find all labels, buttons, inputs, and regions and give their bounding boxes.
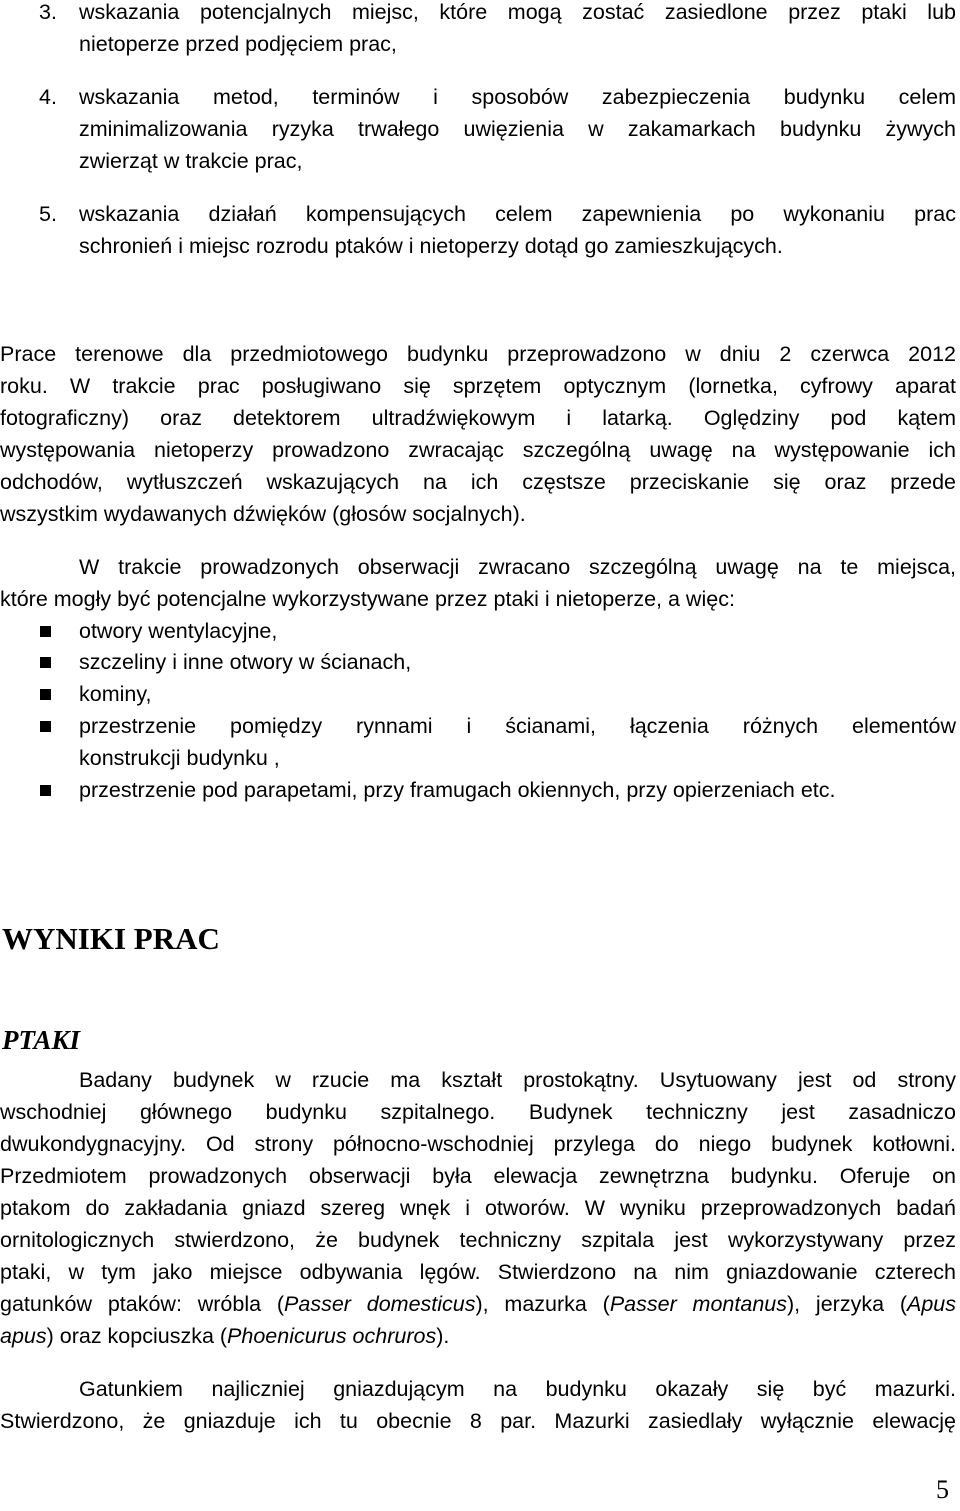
paragraph-line: ptaki, w tym jako miejsce odbywania lęgów. Stwierdzono na nim gniazdowanie czterech <box>0 1260 956 1284</box>
list-item-line: wskazania działań kompensujących celem zapewnienia po wykonaniu prac <box>79 202 956 226</box>
paragraph-line: Prace terenowe dla przedmiotowego budynku przeprowadzono w dniu 2 czerwca 2012 <box>0 342 956 366</box>
list-item-line: nietoperze przed podjęciem prac, <box>79 32 397 56</box>
paragraph-line: odchodów, wytłuszczeń wskazujących na ich częstsze przeciskanie się oraz przede <box>0 470 956 494</box>
paragraph-line: które mogły być potencjalne wykorzystywane przez ptaki i nietoperze, a więc: <box>0 587 735 611</box>
bullet-line: konstrukcji budynku , <box>79 746 280 770</box>
text-span: ). <box>436 1324 450 1348</box>
square-bullet-icon <box>40 785 51 796</box>
paragraph-line: Stwierdzono, że gniazduje ich tu obecnie 8 par. Mazurki zasiedlały wyłącznie elewację <box>0 1409 956 1433</box>
bullet-line: otwory wentylacyjne, <box>79 619 278 643</box>
text-span: ) oraz kopciuszka ( <box>46 1324 228 1348</box>
square-bullet-icon <box>40 689 51 700</box>
bullet-line: szczeliny i inne otwory w ścianach, <box>79 650 412 674</box>
list-number: 3. <box>39 0 57 24</box>
text-span: ), jerzyka ( <box>786 1292 907 1316</box>
list-item-line: schronień i miejsc rozrodu ptaków i nietoperzy dotąd go zamieszkujących. <box>79 234 783 258</box>
paragraph-line: Badany budynek w rzucie ma kształt prostokątny. Usytuowany jest od strony <box>79 1068 956 1092</box>
paragraph-line-species <box>0 1320 956 1352</box>
square-bullet-icon <box>40 626 51 637</box>
paragraph-line: fotograficzny) oraz detektorem ultradźwiękowym i latarką. Oględziny pod kątem <box>0 406 956 430</box>
heading-results: WYNIKI PRAC <box>2 921 220 956</box>
square-bullet-icon <box>40 657 51 668</box>
list-number: 4. <box>39 85 57 109</box>
text-span: ), mazurka ( <box>475 1292 610 1316</box>
list-item-line: wskazania metod, terminów i sposobów zabezpieczenia budynku celem <box>79 85 956 109</box>
paragraph-line: ornitologicznych stwierdzono, że budynek techniczny szpitala jest wykorzystywany przez <box>0 1228 956 1252</box>
bullet-line: przestrzenie pomiędzy rynnami i ścianami, łączenia różnych elementów <box>79 714 956 738</box>
list-number: 5. <box>39 202 57 226</box>
paragraph-line: dwukondygnacyjny. Od strony północno-wschodniej przylega do niego budynek kotłowni. <box>0 1132 956 1156</box>
paragraph-line-species <box>0 1288 956 1320</box>
list-item-line: zwierząt w trakcie prac, <box>79 149 303 173</box>
paragraph-line: roku. W trakcie prac posługiwano się sprzętem optycznym (lornetka, cyfrowy aparat <box>0 374 956 398</box>
paragraph-line: ptakom do zakładania gniazd szereg wnęk i otworów. W wyniku przeprowadzonych badań <box>0 1196 956 1220</box>
bullet-line: przestrzenie pod parapetami, przy framugach okiennych, przy opierzeniach etc. <box>79 778 836 802</box>
species-name: Passer domesticus <box>284 1292 476 1316</box>
species-name: Phoenicurus ochruros <box>227 1324 437 1348</box>
text-span: gatunków ptaków: wróbla ( <box>0 1292 285 1316</box>
paragraph-line: Gatunkiem najliczniej gniazdującym na budynku okazały się być mazurki. <box>79 1377 956 1401</box>
paragraph-line: wschodniej głównego budynku szpitalnego. Budynek techniczny jest zasadniczo <box>0 1100 956 1124</box>
paragraph-line: Przedmiotem prowadzonych obserwacji była elewacja zewnętrzna budynku. Oferuje on <box>0 1164 956 1188</box>
heading-birds: PTAKI <box>2 1025 81 1055</box>
species-name: Passer montanus <box>609 1292 787 1316</box>
list-item-line: wskazania potencjalnych miejsc, które mogą zostać zasiedlone przez ptaki lub <box>79 0 956 24</box>
paragraph-line: występowania nietoperzy prowadzono zwracając szczególną uwagę na występowanie ich <box>0 438 956 462</box>
square-bullet-icon <box>40 721 51 732</box>
species-name: apus <box>0 1324 47 1348</box>
bullet-line: kominy, <box>79 682 152 706</box>
page-number: 5 <box>936 1475 949 1504</box>
list-item-line: zminimalizowania ryzyka trwałego uwięzienia w zakamarkach budynku żywych <box>79 117 956 141</box>
paragraph-line: wszystkim wydawanych dźwięków (głosów socjalnych). <box>0 502 526 526</box>
paragraph-line: W trakcie prowadzonych obserwacji zwracano szczególną uwagę na te miejsca, <box>79 555 956 579</box>
species-name: Apus <box>906 1292 956 1316</box>
